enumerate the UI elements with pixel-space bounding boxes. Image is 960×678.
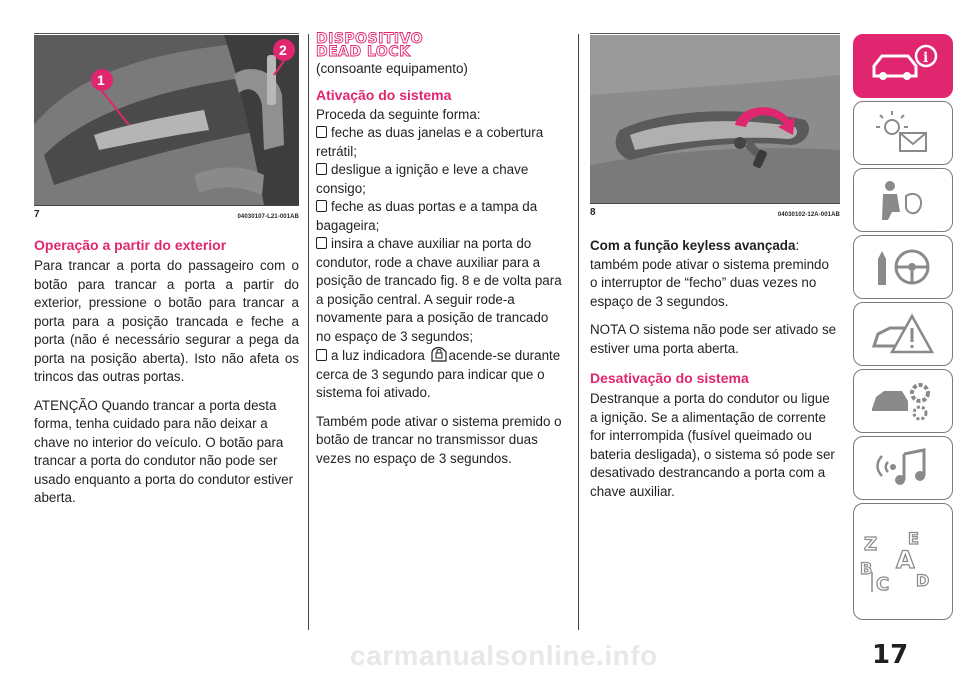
subtitle: (consoante equipamento) [316, 61, 468, 76]
list-item [316, 346, 566, 403]
figure-number: 8 [590, 207, 596, 218]
figure-7-door-handle-photo [34, 35, 299, 205]
index-icon [858, 526, 948, 596]
figure-number: 7 [34, 209, 40, 220]
index-letter-a: A [896, 546, 915, 574]
checkbox-bullet-icon [316, 237, 327, 249]
note-paragraph: NOTA O sistema não pode ser ativado se estiver uma porta aberta. [590, 322, 837, 356]
column-divider [578, 34, 579, 630]
emergency-icon [868, 312, 938, 356]
figure-7-top-rule [34, 33, 299, 34]
keyless-paragraph [590, 237, 840, 311]
list-item-text: insira a chave auxiliar na porta do condutor, rode a chave auxiliar para a posição de trancado fig. 8 e de volta para a posição central. A seguir rode-a novamente para a posição de trancado no espaço de 3 segundos; [316, 236, 562, 344]
sidebar-tab-maintenance[interactable] [853, 369, 953, 433]
column-divider [308, 34, 309, 630]
sidebar-tab-steering[interactable] [853, 235, 953, 299]
steering-icon [868, 245, 938, 289]
figure-8-door-handle-key-photo [590, 35, 840, 203]
maintenance-icon [868, 379, 938, 423]
paragraph: Também pode ativar o sistema premido o botão de trancar no transmissor duas vezes no espaço de 3 segundos. [316, 413, 562, 466]
callout-1: 1 [97, 72, 105, 88]
keyless-text: : também pode ativar o sistema premindo o interruptor de “fecho” duas vezes no espaço de 3 segundos. [590, 238, 829, 309]
svg-text:i: i [923, 50, 929, 66]
figure-code: 04030102-12A-001AB [777, 212, 840, 218]
list-item-text: acende-se durante cerca de 3 segundo para indicar que o sistema foi ativado. [316, 348, 561, 400]
sidebar-tab-multimedia[interactable] [853, 436, 953, 500]
list-item [316, 161, 566, 198]
sidebar-tab-index[interactable] [853, 503, 953, 620]
checkbox-bullet-icon [316, 163, 327, 175]
warning-lights-icon [868, 111, 938, 155]
section-heading: Ativação do sistema [316, 86, 452, 103]
watermark: carmanualsonline.info [350, 640, 658, 671]
index-letter-c: C [876, 574, 890, 595]
attention-paragraph: ATENÇÃO Quando trancar a porta desta forma, tenha cuidado para não deixar a chave no interior do veículo. O botão para trancar a porta do condutor não pode ser usado enquanto a porta do condutor estiver aberta. [34, 397, 294, 505]
list-item [316, 124, 566, 161]
checkbox-bullet-icon [316, 200, 327, 212]
keyless-bold: Com a função keyless avançada [590, 238, 796, 253]
index-letter-b: B [860, 559, 873, 578]
section-heading: Desativação do sistema [590, 370, 749, 386]
list-item-text: a luz indicadora [331, 348, 425, 363]
car-info-icon [868, 44, 938, 88]
multimedia-icon [868, 446, 938, 490]
list-item [316, 235, 566, 346]
paragraph: Destranque a porta do condutor ou ligue a ignição. Se a alimentação de corrente for interrompida (fusível queimado ou bateria desligada), o sistema só pode ser desativado destrancando a porta com a chave auxiliar. [590, 391, 835, 499]
intro-text: Proceda da seguinte forma: [316, 106, 481, 122]
checkbox-bullet-icon [316, 349, 327, 361]
page-title-line1: DISPOSITIVO [316, 31, 424, 47]
figure-7-caption [34, 205, 299, 220]
page-title-line2: DEAD LOCK [316, 44, 411, 60]
paragraph: Para trancar a porta do passageiro com o botão para trancar a porta a partir do exterior, pressione o botão para trancar a porta para a posição trancada e feche a porta (não é necessário segurar a pega da porta na posição aberta). Isto não afeta os trincos das outras portas. [34, 258, 299, 384]
index-letter-d: D [916, 571, 930, 590]
sidebar-tab-warning-lights[interactable] [853, 101, 953, 165]
index-letter-z: Z [864, 534, 878, 555]
index-letter-e: E [908, 529, 919, 548]
checkbox-bullet-icon [316, 126, 327, 138]
sidebar-tab-car-info[interactable] [853, 34, 953, 98]
list-item-text: feche as duas janelas e a cobertura retrátil; [316, 125, 544, 159]
list-item [316, 198, 566, 235]
safety-icon [868, 178, 938, 222]
sidebar-tab-emergency[interactable] [853, 302, 953, 366]
callout-2: 2 [279, 42, 287, 58]
figure-8-caption [590, 203, 840, 218]
figure-code: 04030107-L21-001AB [237, 214, 299, 220]
page-number: 17 [872, 640, 909, 670]
list-item-text: desligue a ignição e leve a chave consigo; [316, 162, 529, 196]
list-item-text: feche as duas portas e a tampa da bagageira; [316, 199, 538, 233]
section-heading: Operação a partir do exterior [34, 237, 227, 253]
indicator-light-icon [429, 346, 449, 362]
figure-8-top-rule [590, 33, 840, 34]
sidebar-tab-safety[interactable] [853, 168, 953, 232]
